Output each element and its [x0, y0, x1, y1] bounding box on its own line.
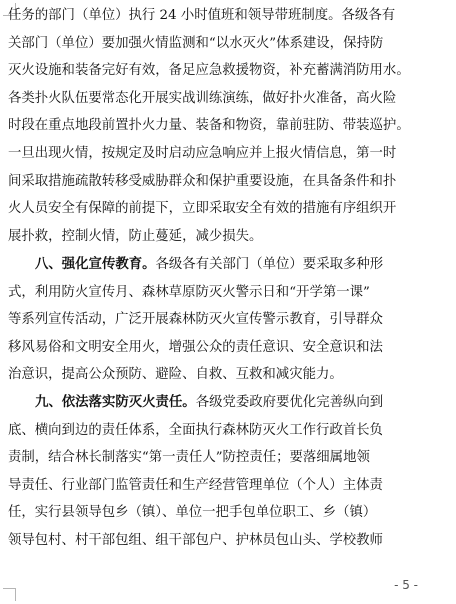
text-fragment: 各级各有关部门（单位）要采取多种形 — [155, 257, 384, 272]
text-fragment: 各级党委政府要优化完善纵向到 — [195, 395, 384, 410]
paragraph-emergency-response — [8, 2, 446, 250]
text-line: 责制，结合林长制落实“第一责任人”防控责任；要落细属地领 — [8, 450, 370, 466]
text-line: 任，实行县领导包乡（镇）、单位一把手包单位职工、乡（镇） — [8, 505, 377, 521]
text-line: 移风易俗和文明安全用火，增强公众的责任意识、安全意识和法 — [8, 339, 383, 355]
text-line: 治意识，提高公众预防、避险、自救、互救和减灾能力。 — [8, 367, 343, 383]
text-line: 领导包村、村干部包组、组干部包户、护林员包山头、学校教师 — [8, 532, 383, 548]
text-line: 灭火设施和装备完好有效，备足应急救援物资，补充蓄满消防用水。 — [8, 63, 410, 79]
section-first-line — [8, 251, 446, 279]
page-number: - 5 - — [394, 578, 418, 592]
text-line: 底、横向到边的责任体系，全面执行森林防灭火工作行政首长负 — [8, 422, 383, 438]
text-line: 式，利用防火宣传月、森林草原防灭火警示日和“开学第一课” — [8, 284, 370, 300]
section-fire-responsibility — [8, 389, 446, 555]
page-corner-mark — [3, 588, 16, 601]
text-line: 一旦出现火情，按规定及时启动应急响应并上报火情信息，第一时 — [8, 145, 397, 161]
section-publicity-education — [8, 251, 446, 389]
text-line: 关部门（单位）要加强火情监测和“以水灭火”体系建设，保持防 — [8, 35, 384, 51]
text-line: 任务的部门（单位）执行 24 小时值班和领导带班制度。各级各有 — [8, 8, 396, 23]
text-line: 等系列宣传活动，广泛开展森林防灭火宣传警示教育，引导群众 — [8, 312, 383, 328]
text-line: 间采取措施疏散转移受威胁群众和保护重要设施，在具备条件和扑 — [8, 173, 397, 189]
text-line: 导责任、行业部门监管责任和生产经营管理单位（个人）主体责 — [8, 477, 383, 493]
section-heading: 八、强化宣传教育。 — [35, 257, 156, 272]
section-heading: 九、依法落实防灭火责任。 — [35, 395, 196, 410]
text-line: 各类扑火队伍要常态化开展实战训练演练，做好扑火准备，高火险 — [8, 90, 397, 106]
section-first-line — [8, 389, 446, 417]
text-line: 火人员安全有保障的前提下，立即采取安全有效的措施有序组织开 — [8, 201, 397, 217]
text-line: 展扑救，控制火情，防止蔓延，减少损失。 — [8, 228, 263, 244]
text-line: 时段在重点地段前置扑火力量、装备和物资，靠前驻防、带装巡护。 — [8, 118, 410, 134]
